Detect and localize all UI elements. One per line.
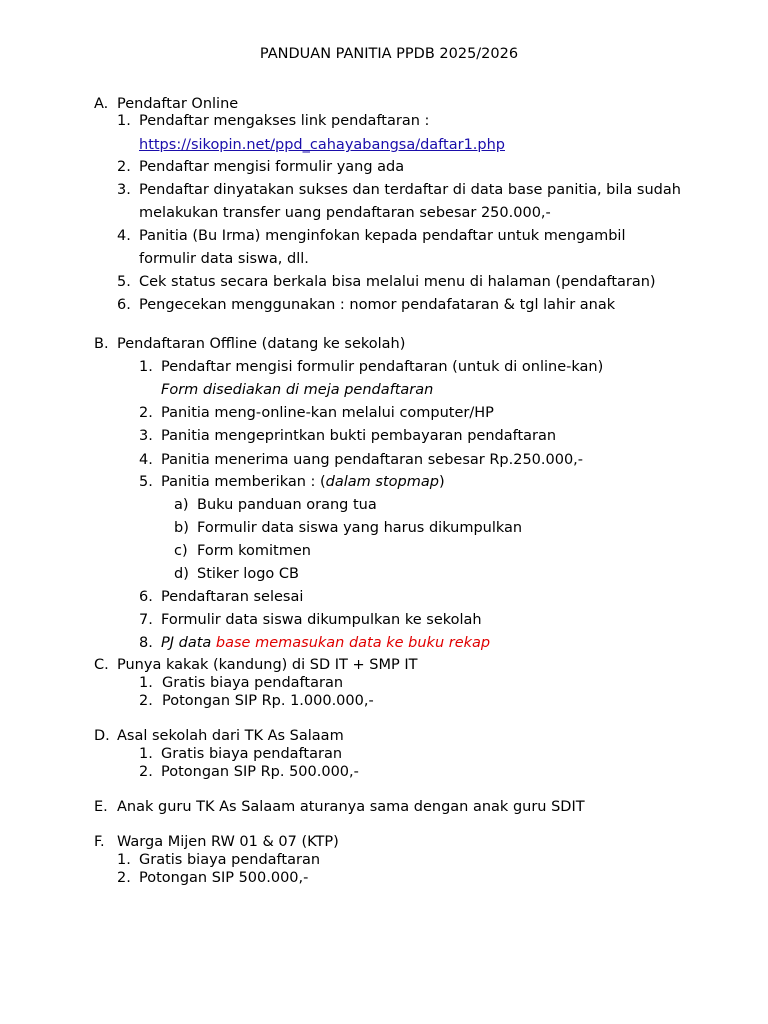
registration-link[interactable]: https://sikopin.net/ppd_cahayabangsa/daftar1.php — [139, 137, 505, 153]
list-item-text: Potongan SIP 500.000,- — [139, 870, 309, 886]
list-item-text: Panitia meng-online-kan melalui computer/HP — [161, 405, 494, 421]
sublist-letter: b) — [174, 520, 189, 536]
section-b-heading: Pendaftaran Offline (datang ke sekolah) — [117, 336, 406, 352]
list-number: 1. — [139, 746, 153, 762]
list-item-text: Pendaftaran selesai — [161, 589, 304, 605]
sublist-item-text: Stiker logo CB — [197, 566, 299, 582]
list-number: 3. — [117, 182, 131, 198]
section-e-heading: Anak guru TK As Salaam aturanya sama dengan anak guru SDIT — [117, 799, 585, 815]
italic-segment: dalam stopmap — [325, 474, 439, 490]
sublist-item-text: Formulir data siswa yang harus dikumpulkan — [197, 520, 523, 536]
list-number: 2. — [139, 405, 153, 421]
italic-segment: PJ data — [161, 635, 216, 651]
list-number: 8. — [139, 635, 153, 651]
red-italic-segment: base memasukan data ke buku rekap — [215, 635, 491, 651]
list-number: 2. — [117, 159, 131, 175]
list-item-text: Pendaftar mengisi formulir pendaftaran (untuk di online-kan) — [161, 359, 604, 375]
list-number: 6. — [117, 297, 131, 313]
list-item-text: Panitia menerima uang pendaftaran sebesar Rp.250.000,- — [161, 452, 584, 468]
list-number: 1. — [117, 852, 131, 868]
list-item-text: Formulir data siswa dikumpulkan ke sekolah — [161, 612, 482, 628]
list-number: 5. — [139, 474, 153, 490]
italic-note: Form disediakan di meja pendaftaran — [161, 382, 434, 398]
sublist-item-text: Form komitmen — [197, 543, 311, 559]
list-item-text: Potongan SIP Rp. 1.000.000,- — [162, 693, 374, 709]
sublist-letter: d) — [174, 566, 189, 582]
list-number: 1. — [117, 113, 131, 129]
list-item-text: Gratis biaya pendaftaran — [162, 675, 344, 691]
list-item-text — [161, 473, 445, 491]
sublist-letter: a) — [174, 497, 189, 513]
list-number: 6. — [139, 589, 153, 605]
list-number: 2. — [117, 870, 131, 886]
list-item-text: Potongan SIP Rp. 500.000,- — [161, 764, 359, 780]
list-number: 4. — [139, 452, 153, 468]
list-item-text: Pendaftar mengisi formulir yang ada — [139, 159, 405, 175]
section-d-marker: D. — [94, 728, 110, 744]
list-item-text: Cek status secara berkala bisa melalui menu di halaman (pendaftaran) — [139, 274, 656, 290]
list-item-text: Panitia mengeprintkan bukti pembayaran pendaftaran — [161, 428, 557, 444]
list-number: 2. — [139, 693, 153, 709]
list-number: 7. — [139, 612, 153, 628]
list-item-text-cont: melakukan transfer uang pendaftaran sebesar 250.000,- — [139, 205, 551, 221]
list-number: 1. — [139, 675, 153, 691]
sublist-letter: c) — [174, 543, 188, 559]
list-number: 5. — [117, 274, 131, 290]
text-segment: ) — [438, 474, 445, 490]
list-number: 3. — [139, 428, 153, 444]
list-item-text-cont: formulir data siswa, dll. — [139, 251, 309, 267]
section-a-marker: A. — [94, 96, 109, 112]
document-title: PANDUAN PANITIA PPDB 2025/2026 — [259, 46, 519, 62]
list-item-text — [161, 634, 490, 652]
list-item-text: Pendaftar mengakses link pendaftaran : — [139, 113, 430, 129]
section-a-heading: Pendaftar Online — [117, 96, 239, 112]
text-segment: Panitia memberikan : ( — [161, 474, 326, 490]
section-f-marker: F. — [94, 834, 105, 850]
list-number: 1. — [139, 359, 153, 375]
list-item-note — [161, 381, 433, 399]
list-number: 2. — [139, 764, 153, 780]
section-d-heading: Asal sekolah dari TK As Salaam — [117, 728, 344, 744]
list-item-text: Gratis biaya pendaftaran — [139, 852, 321, 868]
section-b-marker: B. — [94, 336, 109, 352]
list-item-text: Pendaftar dinyatakan sukses dan terdaftar di data base panitia, bila sudah — [139, 182, 681, 198]
list-number: 4. — [117, 228, 131, 244]
section-c-heading: Punya kakak (kandung) di SD IT + SMP IT — [117, 657, 418, 673]
section-f-heading: Warga Mijen RW 01 & 07 (KTP) — [117, 834, 339, 850]
section-c-marker: C. — [94, 657, 109, 673]
section-e-marker: E. — [94, 799, 108, 815]
sublist-item-text: Buku panduan orang tua — [197, 497, 377, 513]
list-item-text: Gratis biaya pendaftaran — [161, 746, 343, 762]
list-item-text: Panitia (Bu Irma) menginfokan kepada pendaftar untuk mengambil — [139, 228, 626, 244]
list-item-text: Pengecekan menggunakan : nomor pendafataran & tgl lahir anak — [139, 297, 616, 313]
